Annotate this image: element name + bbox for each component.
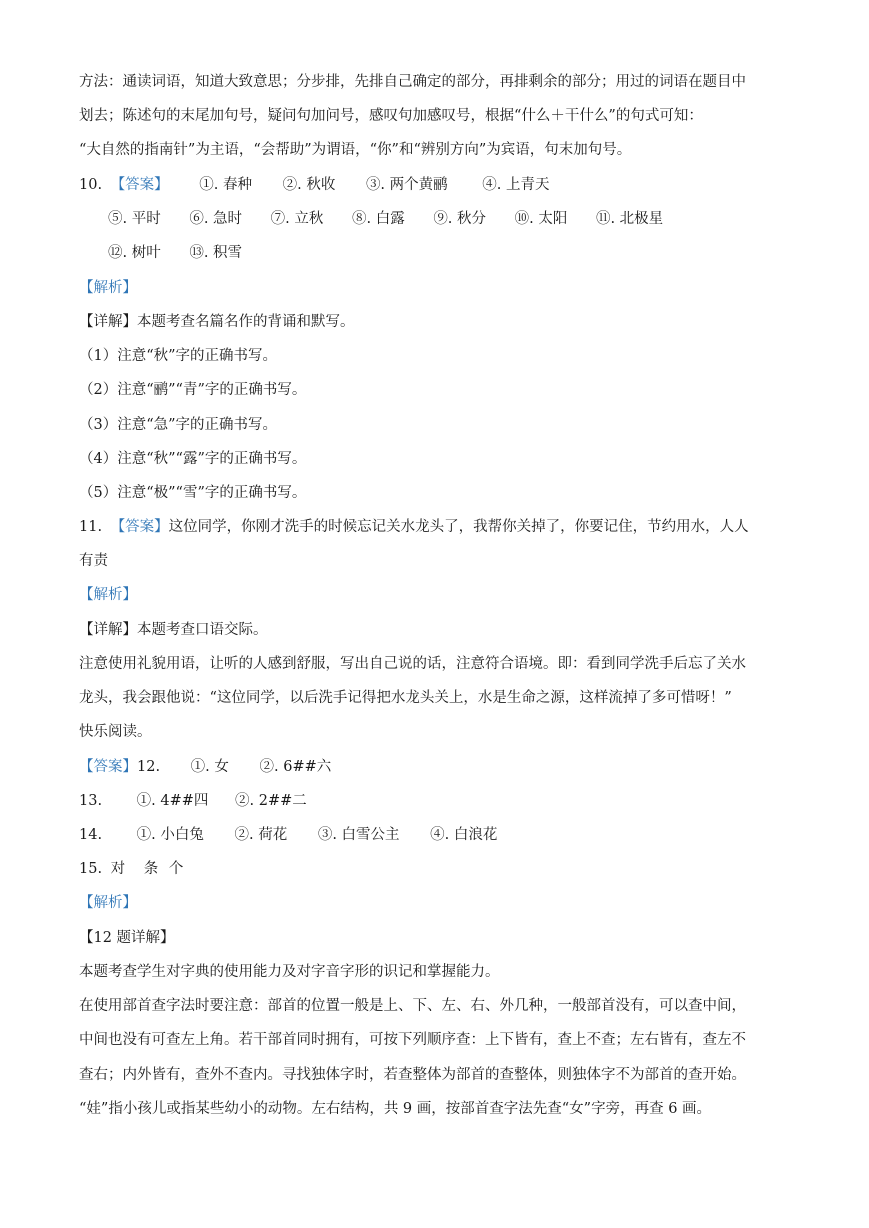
method-line-3: “大自然的指南针”为主语，“会帮助”为谓语，“你”和“辨别方向”为宾语，句末加句号。 <box>79 142 632 158</box>
answer-item: ⑦. 立秋 <box>270 211 324 227</box>
question-number: 14. <box>79 827 103 843</box>
question-number: 13. <box>79 793 103 809</box>
answer-item: ②. 2##二 <box>235 793 307 809</box>
q10-answer-row-1 <box>79 175 549 195</box>
q11-answer-line-2: 有责 <box>79 553 108 569</box>
answer-item: ⑨. 秋分 <box>433 211 487 227</box>
note-line: （5）注意“极”“雪”字的正确书写。 <box>79 485 307 501</box>
q15-answer-row <box>79 859 183 879</box>
note-line: （4）注意“秋”“露”字的正确书写。 <box>79 451 307 467</box>
answer-item: ①. 小白兔 <box>136 827 204 843</box>
answer-item: ①. 4##四 <box>136 793 209 809</box>
answer-item: ③. 两个黄鹂 <box>365 177 448 193</box>
answer-tag: 【答案】 <box>110 519 169 535</box>
answer-item: ②. 6##六 <box>259 759 332 775</box>
answer-tag: 【答案】 <box>79 759 137 775</box>
detail-heading: 【详解】本题考查口语交际。 <box>79 622 268 638</box>
answer-item: ⑪. 北极星 <box>595 211 664 227</box>
answer-item: 对 <box>110 861 126 877</box>
answer-tag: 【答案】 <box>110 177 169 193</box>
explain-line: 注意使用礼貌用语，让听的人感到舒服，写出自己说的话，注意符合语境。即：看到同学洗手后忘了关水 <box>79 656 746 672</box>
answer-item: ③. 白雪公主 <box>317 827 400 843</box>
section-heading: 快乐阅读。 <box>79 724 152 740</box>
answer-item: ①. 春种 <box>199 177 252 193</box>
answer-item: ④. 白浪花 <box>430 827 498 843</box>
answer-item: 条 <box>143 861 159 877</box>
analysis-tag: 【解析】 <box>79 587 137 603</box>
note-line: （3）注意“急”字的正确书写。 <box>79 417 278 433</box>
question-number: 10. <box>79 177 103 193</box>
explain-line: 查右；内外皆有，查外不查内。寻找独体字时，若查整体为部首的查整体，则独体字不为部首的查开始。 <box>79 1067 746 1083</box>
method-line-2: 划去；陈述句的末尾加句号，疑问句加问号，感叹句加感叹号，根据“什么＋干什么”的句式可知： <box>79 108 703 124</box>
answer-item: ⑩. 太阳 <box>514 211 568 227</box>
q10-answer-row-2 <box>108 209 663 229</box>
explain-line: 龙头，我会跟他说：“这位同学，以后洗手记得把水龙头关上，水是生命之源，这样流掉了多可惜呀！” <box>79 690 732 706</box>
analysis-tag: 【解析】 <box>79 895 137 911</box>
note-line: （2）注意“鹂”“青”字的正确书写。 <box>79 382 307 398</box>
question-number: 11. <box>79 519 103 535</box>
explain-line: 本题考查学生对字典的使用能力及对字音字形的识记和掌握能力。 <box>79 964 500 980</box>
explain-line: 在使用部首查字法时要注意：部首的位置一般是上、下、左、右、外几种，一般部首没有，可以查中间， <box>79 998 746 1014</box>
answer-item: 个 <box>168 861 184 877</box>
answer-item: ②. 秋收 <box>282 177 336 193</box>
answer-item: ②. 荷花 <box>234 827 288 843</box>
q10-answer-row-3 <box>108 243 242 263</box>
detail-heading: 【12 题详解】 <box>79 930 175 946</box>
answer-item: ④. 上青天 <box>482 177 550 193</box>
answer-text: 这位同学，你刚才洗手的时候忘记关水龙头了，我帮你关掉了，你要记住，节约用水，人人 <box>168 519 749 535</box>
q11-answer-line-1 <box>79 517 749 537</box>
note-line: （1）注意“秋”字的正确书写。 <box>79 348 278 364</box>
answer-item: ⑬. 积雪 <box>189 245 243 261</box>
method-line-1: 方法：通读词语，知道大致意思；分步排，先排自己确定的部分，再排剩余的部分；用过的词语在题目中 <box>79 74 746 90</box>
answer-item: ⑥. 急时 <box>189 211 243 227</box>
answer-item: ⑧. 白露 <box>351 211 405 227</box>
q14-answer-row <box>79 825 497 845</box>
answer-item: ⑫. 树叶 <box>108 245 161 261</box>
answer-item: ①. 女 <box>190 759 229 775</box>
detail-heading: 【详解】本题考查名篇名作的背诵和默写。 <box>79 314 355 330</box>
q12-answer-row <box>79 757 331 777</box>
question-number: 15. <box>79 861 103 877</box>
explain-line: “娃”指小孩儿或指某些幼小的动物。左右结构，共 9 画，按部首查字法先查“女”字旁，再查 6 画。 <box>79 1101 712 1117</box>
explain-line: 中间也没有可查左上角。若干部首同时拥有，可按下列顺序查：上下皆有，查上不查；左右皆有，查左不 <box>79 1032 746 1048</box>
q13-answer-row <box>79 791 307 811</box>
analysis-tag: 【解析】 <box>79 280 137 296</box>
question-number: 12. <box>137 759 161 775</box>
answer-item: ⑤. 平时 <box>108 211 161 227</box>
